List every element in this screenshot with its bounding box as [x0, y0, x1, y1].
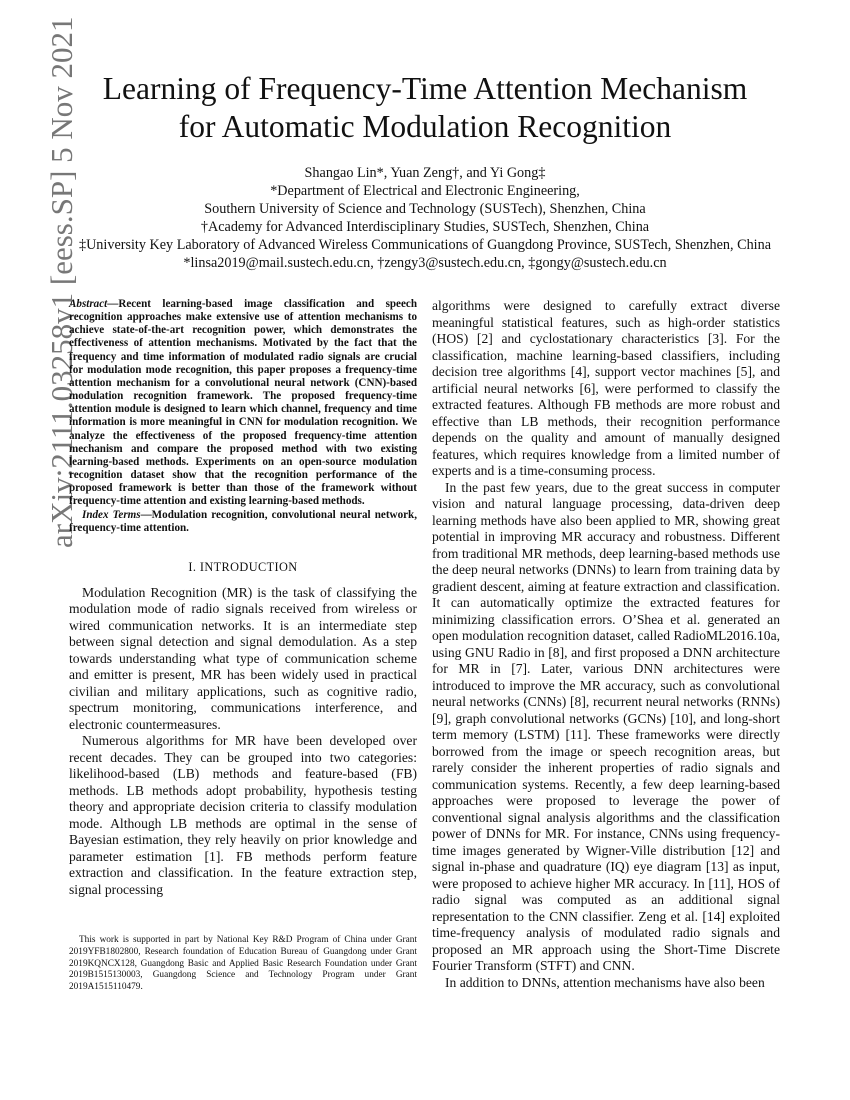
arxiv-watermark: arXiv:2111.03258v1 [eess.SP] 5 Nov 2021 [44, 16, 79, 548]
affiliation-1: *Department of Electrical and Electronic Engineering, [270, 183, 580, 199]
title-line-2: for Automatic Modulation Recognition [178, 109, 672, 144]
section-heading-introduction: I. INTRODUCTION [188, 559, 298, 574]
right-column [432, 298, 780, 991]
right-paragraph-1: algorithms were designed to carefully extract diverse meaningful statistical features, such as high-order statistics (HOS) [2] and cyclostationary characteristics [3]. For the classification, machine learning-based classifiers, including decision tree algorithms [4], support vector machines [5], and artificial neural networks [6], were performed to classify the extracted features. Although FB methods are more robust and effective than LB methods, their recognition performance depends on the quality and amount of manually designed features, which requires knowledge from a limited number of experts and is a time-consuming process. [432, 298, 780, 478]
abstract-label: Abstract [69, 298, 108, 310]
title-line-1: Learning of Frequency-Time Attention Mechanism [102, 71, 748, 106]
author-emails: *linsa2019@mail.sustech.edu.cn, †zengy3@sustech.edu.cn, ‡gongy@sustech.edu.cn [183, 255, 667, 271]
affiliation-2: †Academy for Advanced Interdisciplinary Studies, SUSTech, Shenzhen, China [200, 219, 650, 235]
right-paragraph-2: In the past few years, due to the great success in computer vision and natural language processing, data-driven deep learning methods have also been applied to MR, showing great potential in improving MR accuracy and robustness. Different from traditional MR methods, deep learning-based methods use the deep neural networks (DNNs) to learn from training data by gradient descent, aiming at feature extraction and classification. It can automatically optimize the extracted features for minimizing classification errors. O’Shea et al. generated an open modulation recognition dataset, called RadioML2016.10a, using GNU Radio in [8], and first proposed a DNN architecture for MR in [7]. Later, various DNN architectures were introduced to improve the MR accuracy, such as convolutional neural networks (CNNs) [8], recurrent neural networks (RNNs) [9], graph convolutional networks (GCNs) [10], and long-short term memory (LSTM) [11]. These frameworks were directly borrowed from the image or speech recognition areas, but rarely consider the inherent properties of radio signals and communication systems. Recently, a few deep learning-based approaches were proposed to leverage the power of conventional signal analysis algorithms and the classification power of DNNs for MR. For instance, CNNs using frequency-time images generated by Wigner-Ville distribution [12] and signal in-phase and quadrature (IQ) eye diagram [13] as input, were proposed to achieve higher MR accuracy. In [11], HOS of radio signal was computed as an additional signal representation to the CNN classifier. Zeng et al. [14] exploited time-frequency analysis of modulated radio signals and proposed an MR approach using the Short-Time Discrete Fourier Transform (STFT) and CNN. [432, 479, 780, 973]
left-column [69, 298, 417, 898]
right-paragraph-3: In addition to DNNs, attention mechanisms have also been [445, 974, 765, 990]
index-terms-text: —Modulation recognition, convolutional neural network, frequency-time attention. [69, 508, 417, 534]
abstract [69, 298, 417, 509]
affiliation-3: ‡University Key Laboratory of Advanced Wireless Communications of Guangdong Province, SUSTech, Shenzhen, China [78, 237, 772, 253]
paper-title [0, 70, 850, 146]
affiliation-1b: Southern University of Science and Technology (SUSTech), Shenzhen, China [204, 201, 646, 217]
intro-paragraph-2: Numerous algorithms for MR have been developed over recent decades. They can be grouped into two categories: likelihood-based (LB) methods and feature-based (FB) methods. LB methods adopt probability, hypothesis testing theory and appropriate decision criteria to classify modulation mode. Although LB methods are optimal in the sense of Bayesian estimation, they rely heavily on prior knowledge and parameter estimation [1]. FB methods perform feature extraction and classification. In the feature extraction step, signal processing [69, 733, 417, 897]
index-terms-label: Index Terms [82, 508, 141, 521]
abstract-text: —Recent learning-based image classification and speech recognition approaches make extensive use of attention mechanisms to achieve state-of-the-art recognition power, which demonstrates the effectiveness of attention mechanisms. Motivated by the fact that the frequency and time information of modulated radio signals are crucial for modulation mode recognition, this paper proposes a frequency-time attention mechanism for a convolutional neural network (CNN)-based modulation recognition framework. The proposed frequency-time attention module is designed to learn which channel, frequency and time information is more meaningful in CNN for modulation recognition. We analyze the effectiveness of the proposed frequency-time attention mechanism and compare the proposed method with two existing learning-based methods. Experiments on an open-source modulation recognition dataset show that the recognition performance of the proposed framework is better than those of the framework without frequency-time attention and existing learning-based methods. [69, 298, 417, 508]
intro-paragraph-1: Modulation Recognition (MR) is the task of classifying the modulation mode of radio signals received from wireless or wired communication networks. It is an intermediate step between signal detection and signal demodulation. As a step towards understanding what type of communication scheme and emitter is present, MR has been widely used in practical civilian and military applications, such as cognitive radio, spectrum monitoring, communications interference, and electronic countermeasures. [69, 584, 417, 732]
funding-footnote: This work is supported in part by National Key R&D Program of China under Grant 2019YFB1802800, Research foundation of Education Bureau of Guangdong under Grant 2019KQNCX128, Guangdong Basic and Applied Basic Research Foundation under Grant 2019B1515130003, Guangdong Science and Technology Program under Grant 2019A1515110479. [69, 935, 417, 993]
author-names: Shangao Lin*, Yuan Zeng†, and Yi Gong‡ [304, 165, 546, 181]
index-terms [69, 509, 417, 535]
author-block [0, 164, 850, 272]
